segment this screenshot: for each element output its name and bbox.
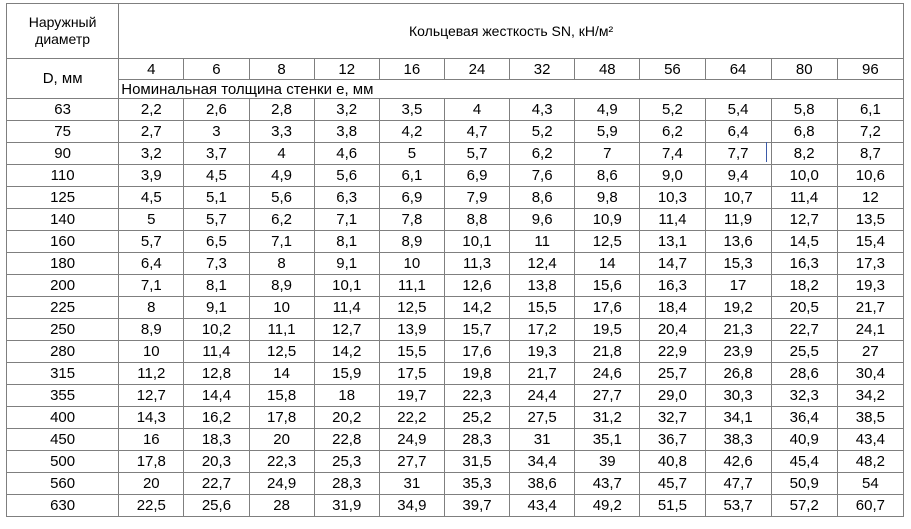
thickness-cell: 8,6	[510, 187, 575, 209]
thickness-cell: 9,0	[640, 165, 705, 187]
thickness-cell: 35,3	[444, 473, 509, 495]
sn-column-header: 4	[119, 59, 184, 80]
table-row	[7, 451, 904, 473]
thickness-cell: 7,3	[184, 253, 249, 275]
thickness-cell: 21,8	[575, 341, 640, 363]
thickness-cell: 60,7	[837, 495, 903, 517]
thickness-cell: 24,6	[575, 363, 640, 385]
sn-column-header: 32	[510, 59, 575, 80]
cursor-mark	[766, 142, 767, 162]
thickness-cell: 4	[249, 143, 314, 165]
thickness-cell: 9,6	[510, 209, 575, 231]
thickness-cell: 11,4	[771, 187, 837, 209]
thickness-cell: 9,1	[184, 297, 249, 319]
thickness-cell: 5,8	[771, 99, 837, 121]
thickness-cell: 14,4	[184, 385, 249, 407]
thickness-cell: 16	[119, 429, 184, 451]
thickness-cell: 28,3	[444, 429, 509, 451]
thickness-cell: 2,2	[119, 99, 184, 121]
thickness-cell: 26,8	[705, 363, 771, 385]
thickness-cell: 14,2	[444, 297, 509, 319]
thickness-cell: 34,1	[705, 407, 771, 429]
thickness-cell: 38,3	[705, 429, 771, 451]
thickness-cell: 6,1	[837, 99, 903, 121]
thickness-cell: 10,7	[705, 187, 771, 209]
thickness-cell: 3,8	[314, 121, 379, 143]
thickness-cell: 14,3	[119, 407, 184, 429]
thickness-cell: 36,4	[771, 407, 837, 429]
thickness-cell: 8,1	[314, 231, 379, 253]
table-row	[7, 297, 904, 319]
thickness-cell: 15,9	[314, 363, 379, 385]
thickness-cell: 14	[249, 363, 314, 385]
wall-thickness-table	[6, 3, 904, 517]
diameter-cell: 500	[7, 451, 119, 473]
thickness-cell: 4,7	[444, 121, 509, 143]
thickness-cell: 6,2	[510, 143, 575, 165]
thickness-cell: 19,8	[444, 363, 509, 385]
thickness-cell: 21,7	[837, 297, 903, 319]
thickness-cell: 9,4	[705, 165, 771, 187]
thickness-cell: 5	[119, 209, 184, 231]
thickness-cell: 2,7	[119, 121, 184, 143]
thickness-cell: 12,7	[771, 209, 837, 231]
thickness-cell: 5,7	[119, 231, 184, 253]
diameter-cell: 125	[7, 187, 119, 209]
thickness-cell: 14,7	[640, 253, 705, 275]
thickness-cell: 19,3	[837, 275, 903, 297]
thickness-cell: 5,6	[314, 165, 379, 187]
thickness-cell: 16,3	[771, 253, 837, 275]
thickness-cell: 49,2	[575, 495, 640, 517]
thickness-cell: 22,7	[184, 473, 249, 495]
thickness-cell: 32,3	[771, 385, 837, 407]
thickness-cell: 14	[575, 253, 640, 275]
thickness-cell: 34,4	[510, 451, 575, 473]
thickness-cell: 11,2	[119, 363, 184, 385]
thickness-cell: 22,3	[444, 385, 509, 407]
thickness-cell: 31,5	[444, 451, 509, 473]
thickness-cell: 18,3	[184, 429, 249, 451]
thickness-cell: 45,7	[640, 473, 705, 495]
thickness-cell: 6,4	[705, 121, 771, 143]
thickness-cell: 7,7	[705, 143, 771, 165]
thickness-cell: 17,3	[837, 253, 903, 275]
thickness-cell: 12,5	[379, 297, 444, 319]
thickness-cell: 3,7	[184, 143, 249, 165]
thickness-cell: 17,6	[575, 297, 640, 319]
sn-column-header: 56	[640, 59, 705, 80]
thickness-cell: 24,9	[249, 473, 314, 495]
thickness-cell: 18	[314, 385, 379, 407]
sn-column-header: 24	[444, 59, 509, 80]
diameter-header-line1: Наружный	[28, 14, 97, 30]
sn-column-header: 12	[314, 59, 379, 80]
table-row	[7, 275, 904, 297]
thickness-cell: 45,4	[771, 451, 837, 473]
thickness-cell: 20,5	[771, 297, 837, 319]
thickness-cell: 12,7	[119, 385, 184, 407]
diameter-cell: 400	[7, 407, 119, 429]
thickness-cell: 12,6	[444, 275, 509, 297]
thickness-cell: 8,9	[119, 319, 184, 341]
thickness-cell: 22,3	[249, 451, 314, 473]
thickness-cell: 13,6	[705, 231, 771, 253]
thickness-cell: 43,7	[575, 473, 640, 495]
thickness-cell: 7,1	[249, 231, 314, 253]
thickness-cell: 7,9	[444, 187, 509, 209]
thickness-cell: 3,3	[249, 121, 314, 143]
thickness-cell: 31,2	[575, 407, 640, 429]
thickness-cell: 4	[444, 99, 509, 121]
thickness-cell: 27,5	[510, 407, 575, 429]
thickness-cell: 39,7	[444, 495, 509, 517]
sn-column-header: 48	[575, 59, 640, 80]
thickness-cell: 10	[119, 341, 184, 363]
thickness-cell: 6,2	[640, 121, 705, 143]
thickness-cell: 4,5	[119, 187, 184, 209]
table-row	[7, 473, 904, 495]
thickness-cell: 42,6	[705, 451, 771, 473]
thickness-cell: 29,0	[640, 385, 705, 407]
table-row	[7, 99, 904, 121]
thickness-cell: 22,5	[119, 495, 184, 517]
thickness-cell: 27	[837, 341, 903, 363]
thickness-cell: 4,5	[184, 165, 249, 187]
thickness-cell: 8	[119, 297, 184, 319]
thickness-cell: 15,7	[444, 319, 509, 341]
thickness-cell: 32,7	[640, 407, 705, 429]
thickness-cell: 15,3	[705, 253, 771, 275]
thickness-cell: 7,1	[119, 275, 184, 297]
header-row-columns	[7, 59, 904, 80]
diameter-cell: 180	[7, 253, 119, 275]
thickness-cell: 10,1	[444, 231, 509, 253]
thickness-cell: 3,2	[119, 143, 184, 165]
thickness-cell: 31	[510, 429, 575, 451]
table-row	[7, 165, 904, 187]
thickness-cell: 15,5	[379, 341, 444, 363]
thickness-cell: 9,1	[314, 253, 379, 275]
thickness-cell: 25,5	[771, 341, 837, 363]
header-row-title	[7, 4, 904, 59]
thickness-cell: 22,9	[640, 341, 705, 363]
table-row	[7, 209, 904, 231]
table-row	[7, 429, 904, 451]
diameter-cell: 450	[7, 429, 119, 451]
diameter-cell: 140	[7, 209, 119, 231]
thickness-cell: 22,8	[314, 429, 379, 451]
thickness-cell: 8,6	[575, 165, 640, 187]
table-row	[7, 253, 904, 275]
thickness-cell: 7	[575, 143, 640, 165]
thickness-cell: 28,3	[314, 473, 379, 495]
thickness-cell: 24,9	[379, 429, 444, 451]
sn-column-header: 64	[705, 59, 771, 80]
thickness-cell: 10	[249, 297, 314, 319]
thickness-cell: 4,9	[249, 165, 314, 187]
diameter-header	[7, 4, 119, 59]
diameter-cell: 630	[7, 495, 119, 517]
thickness-cell: 12,7	[314, 319, 379, 341]
diameter-header-line2: диаметр	[35, 31, 91, 47]
thickness-cell: 10,9	[575, 209, 640, 231]
thickness-cell: 19,2	[705, 297, 771, 319]
thickness-cell: 6,1	[379, 165, 444, 187]
thickness-cell: 7,6	[510, 165, 575, 187]
thickness-cell: 8,1	[184, 275, 249, 297]
thickness-cell: 23,9	[705, 341, 771, 363]
thickness-cell: 25,6	[184, 495, 249, 517]
thickness-cell: 43,4	[837, 429, 903, 451]
thickness-cell: 5,1	[184, 187, 249, 209]
thickness-cell: 54	[837, 473, 903, 495]
thickness-cell: 15,5	[510, 297, 575, 319]
table-row	[7, 407, 904, 429]
diameter-cell: 110	[7, 165, 119, 187]
thickness-cell: 11,1	[379, 275, 444, 297]
diameter-cell: 560	[7, 473, 119, 495]
thickness-cell: 11,9	[705, 209, 771, 231]
thickness-cell: 24,4	[510, 385, 575, 407]
thickness-cell: 10,1	[314, 275, 379, 297]
stiffness-header: Кольцевая жесткость SN, кН/м²	[119, 4, 904, 59]
table-row	[7, 363, 904, 385]
thickness-cell: 17,8	[119, 451, 184, 473]
diameter-cell: 250	[7, 319, 119, 341]
thickness-cell: 21,7	[510, 363, 575, 385]
thickness-cell: 6,3	[314, 187, 379, 209]
thickness-cell: 11	[510, 231, 575, 253]
thickness-cell: 3,2	[314, 99, 379, 121]
thickness-cell: 19,7	[379, 385, 444, 407]
thickness-cell: 34,9	[379, 495, 444, 517]
thickness-cell: 18,2	[771, 275, 837, 297]
thickness-cell: 39	[575, 451, 640, 473]
table-row	[7, 231, 904, 253]
thickness-cell: 27,7	[575, 385, 640, 407]
thickness-cell: 12,5	[575, 231, 640, 253]
thickness-cell: 20,4	[640, 319, 705, 341]
thickness-cell: 8,8	[444, 209, 509, 231]
thickness-cell: 25,2	[444, 407, 509, 429]
thickness-cell: 6,8	[771, 121, 837, 143]
thickness-cell: 28,6	[771, 363, 837, 385]
thickness-cell: 20	[119, 473, 184, 495]
thickness-cell: 28	[249, 495, 314, 517]
thickness-cell: 50,9	[771, 473, 837, 495]
thickness-cell: 12,8	[184, 363, 249, 385]
table-row	[7, 341, 904, 363]
table-row	[7, 495, 904, 517]
thickness-cell: 38,5	[837, 407, 903, 429]
thickness-cell: 5,2	[510, 121, 575, 143]
thickness-cell: 27,7	[379, 451, 444, 473]
thickness-cell: 21,3	[705, 319, 771, 341]
thickness-cell: 15,4	[837, 231, 903, 253]
diameter-cell: 90	[7, 143, 119, 165]
thickness-cell: 30,3	[705, 385, 771, 407]
header-row-thickness	[7, 80, 904, 99]
diameter-cell: 355	[7, 385, 119, 407]
thickness-cell: 6,2	[249, 209, 314, 231]
thickness-cell: 10,6	[837, 165, 903, 187]
thickness-cell: 17,5	[379, 363, 444, 385]
thickness-cell: 20	[249, 429, 314, 451]
thickness-cell: 6,9	[444, 165, 509, 187]
thickness-cell: 12,4	[510, 253, 575, 275]
thickness-cell: 2,8	[249, 99, 314, 121]
thickness-cell: 15,8	[249, 385, 314, 407]
thickness-cell: 5	[379, 143, 444, 165]
thickness-cell: 8,2	[771, 143, 837, 165]
sn-column-header: 8	[249, 59, 314, 80]
thickness-cell: 12	[837, 187, 903, 209]
thickness-cell: 16,2	[184, 407, 249, 429]
sn-column-header: 16	[379, 59, 444, 80]
thickness-cell: 7,2	[837, 121, 903, 143]
thickness-cell: 10,0	[771, 165, 837, 187]
sn-column-header: 96	[837, 59, 903, 80]
thickness-cell: 4,9	[575, 99, 640, 121]
thickness-cell: 17,6	[444, 341, 509, 363]
thickness-cell: 4,2	[379, 121, 444, 143]
thickness-cell: 11,1	[249, 319, 314, 341]
thickness-cell: 22,7	[771, 319, 837, 341]
thickness-cell: 22,2	[379, 407, 444, 429]
thickness-cell: 53,7	[705, 495, 771, 517]
diameter-cell: 63	[7, 99, 119, 121]
thickness-cell: 11,4	[314, 297, 379, 319]
thickness-cell: 5,6	[249, 187, 314, 209]
thickness-cell: 25,7	[640, 363, 705, 385]
sn-column-header: 80	[771, 59, 837, 80]
thickness-cell: 4,3	[510, 99, 575, 121]
thickness-cell: 5,7	[184, 209, 249, 231]
diameter-cell: 225	[7, 297, 119, 319]
thickness-cell: 31,9	[314, 495, 379, 517]
thickness-cell: 11,4	[184, 341, 249, 363]
thickness-cell: 15,6	[575, 275, 640, 297]
d-mm-header: D, мм	[7, 59, 119, 99]
thickness-cell: 19,5	[575, 319, 640, 341]
thickness-cell: 34,2	[837, 385, 903, 407]
thickness-cell: 8,7	[837, 143, 903, 165]
thickness-cell: 10	[379, 253, 444, 275]
thickness-cell: 19,3	[510, 341, 575, 363]
thickness-cell: 18,4	[640, 297, 705, 319]
thickness-cell: 8,9	[379, 231, 444, 253]
thickness-cell: 5,9	[575, 121, 640, 143]
thickness-cell: 13,8	[510, 275, 575, 297]
thickness-cell: 17,8	[249, 407, 314, 429]
thickness-cell: 13,9	[379, 319, 444, 341]
thickness-cell: 48,2	[837, 451, 903, 473]
thickness-cell: 36,7	[640, 429, 705, 451]
thickness-cell: 3,5	[379, 99, 444, 121]
thickness-cell: 20,3	[184, 451, 249, 473]
thickness-cell: 11,4	[640, 209, 705, 231]
thickness-cell: 31	[379, 473, 444, 495]
thickness-cell: 10,3	[640, 187, 705, 209]
diameter-cell: 75	[7, 121, 119, 143]
thickness-cell: 17	[705, 275, 771, 297]
thickness-cell: 51,5	[640, 495, 705, 517]
thickness-cell: 12,5	[249, 341, 314, 363]
thickness-cell: 20,2	[314, 407, 379, 429]
thickness-cell: 7,1	[314, 209, 379, 231]
thickness-cell: 57,2	[771, 495, 837, 517]
table-row	[7, 385, 904, 407]
thickness-header: Номинальная толщина стенки e, мм	[119, 80, 904, 99]
thickness-cell: 6,4	[119, 253, 184, 275]
thickness-cell: 16,3	[640, 275, 705, 297]
diameter-cell: 315	[7, 363, 119, 385]
thickness-cell: 43,4	[510, 495, 575, 517]
thickness-cell: 7,8	[379, 209, 444, 231]
thickness-cell: 5,2	[640, 99, 705, 121]
thickness-cell: 13,5	[837, 209, 903, 231]
table-row	[7, 187, 904, 209]
thickness-cell: 8,9	[249, 275, 314, 297]
diameter-cell: 160	[7, 231, 119, 253]
thickness-cell: 5,7	[444, 143, 509, 165]
thickness-cell: 25,3	[314, 451, 379, 473]
thickness-cell: 5,4	[705, 99, 771, 121]
sn-column-header: 6	[184, 59, 249, 80]
thickness-cell: 17,2	[510, 319, 575, 341]
table-row	[7, 319, 904, 341]
thickness-cell: 6,5	[184, 231, 249, 253]
thickness-cell: 4,6	[314, 143, 379, 165]
thickness-cell: 14,2	[314, 341, 379, 363]
thickness-cell: 11,3	[444, 253, 509, 275]
thickness-cell: 2,6	[184, 99, 249, 121]
thickness-cell: 40,9	[771, 429, 837, 451]
thickness-cell: 3,9	[119, 165, 184, 187]
table-row	[7, 121, 904, 143]
thickness-cell: 24,1	[837, 319, 903, 341]
table-row	[7, 143, 904, 165]
thickness-cell: 13,1	[640, 231, 705, 253]
thickness-cell: 40,8	[640, 451, 705, 473]
thickness-cell: 7,4	[640, 143, 705, 165]
diameter-cell: 200	[7, 275, 119, 297]
thickness-cell: 3	[184, 121, 249, 143]
thickness-cell: 9,8	[575, 187, 640, 209]
thickness-cell: 35,1	[575, 429, 640, 451]
thickness-cell: 14,5	[771, 231, 837, 253]
thickness-cell: 10,2	[184, 319, 249, 341]
thickness-cell: 47,7	[705, 473, 771, 495]
thickness-cell: 38,6	[510, 473, 575, 495]
thickness-cell: 30,4	[837, 363, 903, 385]
diameter-cell: 280	[7, 341, 119, 363]
thickness-cell: 8	[249, 253, 314, 275]
thickness-cell: 6,9	[379, 187, 444, 209]
